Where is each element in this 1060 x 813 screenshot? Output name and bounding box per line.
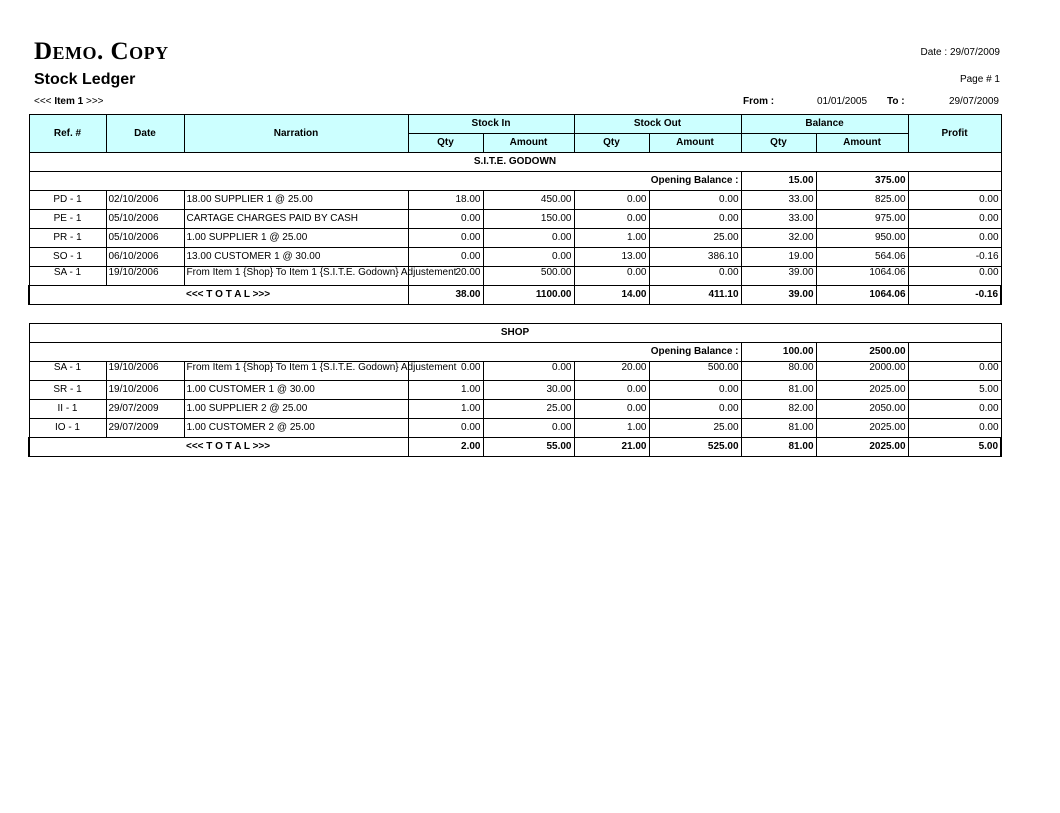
out-amt-cell: 0.00 (649, 400, 741, 419)
bal-qty-cell: 80.00 (741, 362, 816, 381)
out-amt-cell: 25.00 (649, 229, 741, 248)
item-prefix: <<< (34, 96, 55, 107)
report-title: Stock Ledger (34, 71, 136, 88)
date-cell: 06/10/2006 (106, 248, 184, 267)
bal-amt-cell: 1064.06 (816, 267, 908, 286)
total-profit: 5.00 (908, 438, 1001, 457)
table-row (29, 210, 1001, 229)
ref-cell: SA - 1 (29, 267, 106, 286)
table-row (29, 248, 1001, 267)
out-amt-cell: 25.00 (649, 419, 741, 438)
in-qty-cell: 0.00 (408, 248, 483, 267)
from-date: 01/01/2005 (817, 96, 868, 107)
opening-qty: 100.00 (741, 343, 816, 362)
narration-cell: 1.00 CUSTOMER 2 @ 25.00 (184, 419, 408, 438)
out-amt-cell: 0.00 (649, 381, 741, 400)
narration-cell: 1.00 SUPPLIER 2 @ 25.00 (184, 400, 408, 419)
in-qty-cell: 1.00 (408, 400, 483, 419)
opening-balance-row (29, 343, 1001, 362)
date-cell: 29/07/2009 (106, 419, 184, 438)
ref-cell: PD - 1 (29, 191, 106, 210)
table-row (29, 267, 1001, 286)
col-profit: Profit (908, 115, 1001, 153)
table-row (29, 419, 1001, 438)
total-profit: -0.16 (908, 286, 1001, 305)
out-qty-cell: 0.00 (574, 191, 649, 210)
in-amt-cell: 0.00 (483, 229, 574, 248)
in-amt-cell: 150.00 (483, 210, 574, 229)
bal-qty-cell: 81.00 (741, 419, 816, 438)
out-qty-cell: 0.00 (574, 381, 649, 400)
table-row (29, 381, 1001, 400)
bal-amt-cell: 975.00 (816, 210, 908, 229)
in-qty-cell: 0.00 (408, 229, 483, 248)
page-number: Page # 1 (959, 74, 1000, 85)
bal-amt-cell: 2000.00 (816, 362, 908, 381)
profit-cell: 5.00 (908, 381, 1001, 400)
table-row (29, 191, 1001, 210)
bal-amt-cell: 2025.00 (816, 381, 908, 400)
col-in-qty: Qty (408, 134, 483, 153)
profit-cell: 0.00 (908, 400, 1001, 419)
bal-qty-cell: 19.00 (741, 248, 816, 267)
opening-profit-empty (908, 343, 1001, 362)
col-stock-in: Stock In (408, 115, 574, 134)
in-amt-cell: 0.00 (483, 248, 574, 267)
section-name: SHOP (29, 324, 1001, 343)
in-amt-cell: 500.00 (483, 267, 574, 286)
out-qty-cell: 13.00 (574, 248, 649, 267)
opening-balance-label: Opening Balance : (29, 172, 741, 191)
in-amt-cell: 450.00 (483, 191, 574, 210)
table-row (29, 229, 1001, 248)
in-qty-cell: 1.00 (408, 381, 483, 400)
from-label: From : (743, 96, 775, 107)
ref-cell: PR - 1 (29, 229, 106, 248)
date-cell: 05/10/2006 (106, 229, 184, 248)
bal-qty-cell: 82.00 (741, 400, 816, 419)
bal-amt-cell: 564.06 (816, 248, 908, 267)
bal-qty-cell: 33.00 (741, 191, 816, 210)
narration-cell: 18.00 SUPPLIER 1 @ 25.00 (184, 191, 408, 210)
total-label: <<< T O T A L >>> (184, 438, 408, 457)
profit-cell: -0.16 (908, 248, 1001, 267)
in-qty-cell: 18.00 (408, 191, 483, 210)
table-row (29, 400, 1001, 419)
out-qty-cell: 1.00 (574, 419, 649, 438)
col-narration: Narration (184, 115, 408, 153)
total-in-qty: 38.00 (408, 286, 483, 305)
out-amt-cell: 0.00 (649, 267, 741, 286)
col-stock-out: Stock Out (574, 115, 741, 134)
col-bal-qty: Qty (741, 134, 816, 153)
total-in-qty: 2.00 (408, 438, 483, 457)
bal-qty-cell: 39.00 (741, 267, 816, 286)
out-amt-cell: 0.00 (649, 191, 741, 210)
out-qty-cell: 0.00 (574, 210, 649, 229)
date-cell: 19/10/2006 (106, 267, 184, 286)
opening-profit-empty (908, 172, 1001, 191)
total-blank (29, 438, 184, 457)
ref-cell: II - 1 (29, 400, 106, 419)
profit-cell: 0.00 (908, 191, 1001, 210)
date-cell: 02/10/2006 (106, 191, 184, 210)
total-in-amt: 55.00 (483, 438, 574, 457)
section-name: S.I.T.E. GODOWN (29, 153, 1001, 172)
narration-cell: CARTAGE CHARGES PAID BY CASH (184, 210, 408, 229)
total-row (29, 438, 1001, 457)
opening-amount: 375.00 (816, 172, 908, 191)
narration-cell: 1.00 CUSTOMER 1 @ 30.00 (184, 381, 408, 400)
narration-cell: 13.00 CUSTOMER 1 @ 30.00 (184, 248, 408, 267)
narration-cell: From Item 1 {Shop} To Item 1 {S.I.T.E. Godown} Adjustement (184, 362, 408, 381)
ref-cell: SR - 1 (29, 381, 106, 400)
narration-cell: 1.00 SUPPLIER 1 @ 25.00 (184, 229, 408, 248)
ref-cell: SA - 1 (29, 362, 106, 381)
out-amt-cell: 0.00 (649, 210, 741, 229)
bal-amt-cell: 2050.00 (816, 400, 908, 419)
bal-qty-cell: 32.00 (741, 229, 816, 248)
header-row-top (29, 115, 1001, 134)
to-date: 29/07/2009 (948, 96, 999, 107)
total-out-qty: 21.00 (574, 438, 649, 457)
date-cell: 05/10/2006 (106, 210, 184, 229)
in-amt-cell: 0.00 (483, 362, 574, 381)
out-amt-cell: 386.10 (649, 248, 741, 267)
profit-cell: 0.00 (908, 210, 1001, 229)
in-amt-cell: 25.00 (483, 400, 574, 419)
bal-amt-cell: 825.00 (816, 191, 908, 210)
total-out-amt: 411.10 (649, 286, 741, 305)
stock-ledger-table (28, 114, 1002, 457)
item-name: Item 1 (54, 96, 84, 107)
spacer-cell (29, 305, 1001, 324)
profit-cell: 0.00 (908, 267, 1001, 286)
date-cell: 19/10/2006 (106, 362, 184, 381)
in-qty-cell: 20.00 (408, 267, 483, 286)
report-date: Date : 29/07/2009 (920, 47, 1000, 58)
opening-balance-label: Opening Balance : (29, 343, 741, 362)
out-qty-cell: 0.00 (574, 267, 649, 286)
ref-cell: SO - 1 (29, 248, 106, 267)
ref-cell: IO - 1 (29, 419, 106, 438)
bal-qty-cell: 33.00 (741, 210, 816, 229)
total-blank (29, 286, 184, 305)
opening-balance-row (29, 172, 1001, 191)
out-amt-cell: 500.00 (649, 362, 741, 381)
item-suffix: >>> (83, 96, 104, 107)
total-in-amt: 1100.00 (483, 286, 574, 305)
opening-amount: 2500.00 (816, 343, 908, 362)
item-heading (34, 96, 104, 107)
out-qty-cell: 20.00 (574, 362, 649, 381)
date-cell: 19/10/2006 (106, 381, 184, 400)
total-bal-qty: 81.00 (741, 438, 816, 457)
bal-qty-cell: 81.00 (741, 381, 816, 400)
total-out-amt: 525.00 (649, 438, 741, 457)
in-qty-cell: 0.00 (408, 419, 483, 438)
in-qty-cell: 0.00 (408, 362, 483, 381)
col-ref: Ref. # (29, 115, 106, 153)
col-balance: Balance (741, 115, 908, 134)
in-amt-cell: 0.00 (483, 419, 574, 438)
to-label: To : (887, 96, 905, 107)
profit-cell: 0.00 (908, 419, 1001, 438)
total-bal-amt: 2025.00 (816, 438, 908, 457)
narration-cell: From Item 1 {Shop} To Item 1 {S.I.T.E. Godown} Adjustement (184, 267, 408, 286)
total-out-qty: 14.00 (574, 286, 649, 305)
col-bal-amount: Amount (816, 134, 908, 153)
section-header-row (29, 153, 1001, 172)
section-spacer (29, 305, 1001, 324)
col-date: Date (106, 115, 184, 153)
opening-qty: 15.00 (741, 172, 816, 191)
demo-copy-title: Demo. Copy (34, 38, 169, 65)
total-bal-amt: 1064.06 (816, 286, 908, 305)
profit-cell: 0.00 (908, 229, 1001, 248)
col-in-amount: Amount (483, 134, 574, 153)
date-range (743, 96, 999, 110)
col-out-amount: Amount (649, 134, 741, 153)
section-header-row (29, 324, 1001, 343)
out-qty-cell: 1.00 (574, 229, 649, 248)
ledger-body (29, 153, 1001, 457)
total-row (29, 286, 1001, 305)
in-amt-cell: 30.00 (483, 381, 574, 400)
total-label: <<< T O T A L >>> (184, 286, 408, 305)
bal-amt-cell: 950.00 (816, 229, 908, 248)
in-qty-cell: 0.00 (408, 210, 483, 229)
total-bal-qty: 39.00 (741, 286, 816, 305)
out-qty-cell: 0.00 (574, 400, 649, 419)
ref-cell: PE - 1 (29, 210, 106, 229)
date-cell: 29/07/2009 (106, 400, 184, 419)
col-out-qty: Qty (574, 134, 649, 153)
profit-cell: 0.00 (908, 362, 1001, 381)
bal-amt-cell: 2025.00 (816, 419, 908, 438)
table-row (29, 362, 1001, 381)
